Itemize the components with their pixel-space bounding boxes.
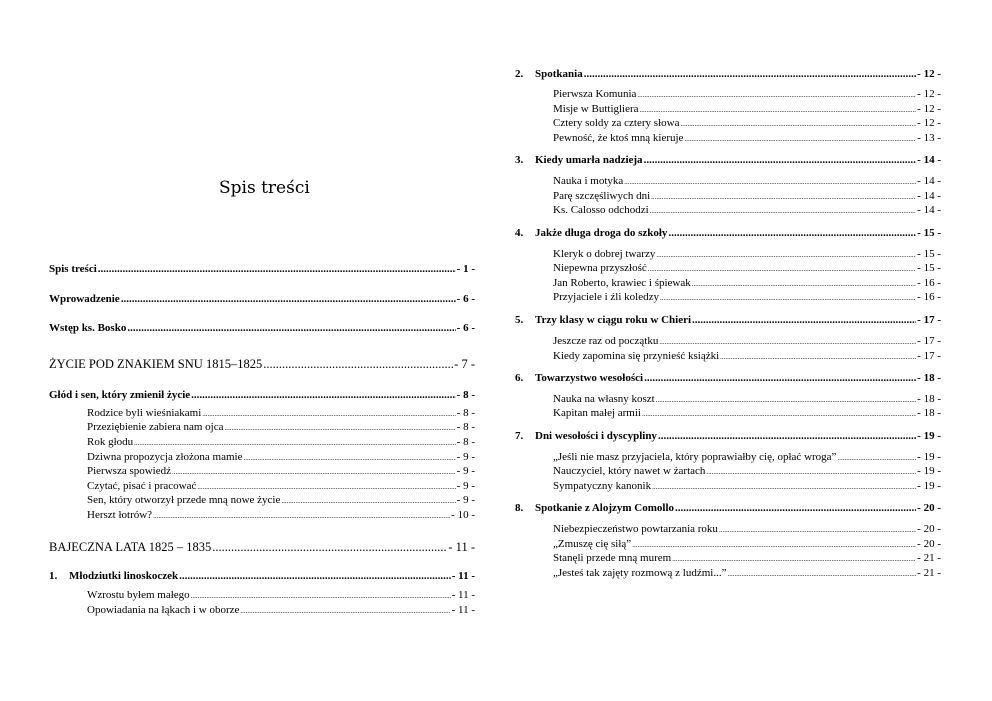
toc-entry-title: Kiedy zapomina się przynieść książki — [553, 350, 720, 362]
toc-page-number: - 12 - — [917, 68, 941, 80]
dot-leader — [121, 293, 456, 305]
dot-leader — [172, 468, 456, 476]
dot-leader — [127, 322, 455, 334]
dot-leader — [637, 91, 916, 99]
toc-page-number: - 19 - — [917, 480, 941, 492]
toc-entry-title: Parę szczęśliwych dni — [553, 190, 651, 202]
dot-leader — [191, 592, 451, 600]
toc-page-number: - 12 - — [917, 117, 941, 129]
toc-subentry[interactable] — [553, 291, 941, 303]
toc-entry-title: BAJECZNA LATA 1825 – 1835 — [49, 540, 212, 554]
toc-entry-title: Spotkanie z Alojzym Comollo — [535, 502, 675, 514]
toc-subentry[interactable] — [553, 175, 941, 187]
toc-subentry[interactable] — [553, 103, 941, 115]
dot-leader — [692, 280, 916, 288]
toc-entry-title: Stanęli przede mną murem — [553, 552, 672, 564]
toc-entry-title: Kapitan małej armii — [553, 407, 641, 419]
toc-entry-title: Jakże długa droga do szkoły — [535, 227, 668, 239]
toc-page-number: - 20 - — [917, 538, 941, 550]
toc-subentry[interactable] — [87, 421, 475, 433]
dot-leader — [263, 357, 453, 372]
toc-entry-title: Rodzice byli wieśniakami — [87, 407, 202, 419]
toc-page-number: - 14 - — [917, 175, 941, 187]
toc-subentry[interactable] — [553, 538, 941, 550]
toc-subentry[interactable] — [553, 335, 941, 347]
toc-page-number: - 14 - — [917, 190, 941, 202]
dot-leader — [652, 483, 916, 491]
dot-leader — [640, 106, 917, 114]
toc-entry-title: Młodziutki linoskoczek — [69, 570, 179, 582]
toc-subentry[interactable] — [553, 132, 941, 144]
dot-leader — [98, 263, 456, 275]
toc-page-number: - 17 - — [917, 335, 941, 347]
toc-page-number: - 14 - — [917, 154, 941, 166]
toc-entry-title: „Jeśli nie masz przyjaciela, który poprawiałby cię, opłać wroga” — [553, 451, 837, 463]
toc-entry-title: „Jesteś tak zajęty rozmową z ludźmi...” — [553, 567, 727, 579]
toc-entry-title: Jan Roberto, krawiec i śpiewak — [553, 277, 691, 289]
toc-entry[interactable] — [515, 314, 941, 326]
toc-entry-title: Misje w Buttigliera — [553, 103, 639, 115]
dot-leader — [153, 512, 450, 520]
toc-entry-title: Niebezpieczeństwo powtarzania roku — [553, 523, 718, 535]
toc-page-number: - 11 - — [451, 604, 475, 616]
toc-entry-title: Pierwsza spowiedź — [87, 465, 172, 477]
dot-leader — [692, 314, 916, 326]
toc-entry-title: Wstęp ks. Bosko — [49, 322, 127, 334]
toc-entry-title: Dni wesołości i dyscypliny — [535, 430, 657, 442]
toc-entry-title: Spotkania — [535, 68, 583, 80]
toc-page-number: - 14 - — [917, 204, 941, 216]
toc-entry-title: Przyjaciele i źli koledzy — [553, 291, 659, 303]
toc-subentry[interactable] — [553, 451, 941, 463]
dot-leader — [837, 454, 916, 462]
toc-page-number: - 21 - — [917, 567, 941, 579]
toc-entry[interactable] — [515, 372, 941, 384]
toc-page-number: - 11 - — [451, 589, 475, 601]
toc-subentry[interactable] — [553, 465, 941, 477]
toc-page-number: - 9 - — [456, 465, 475, 477]
toc-entry[interactable] — [515, 227, 941, 239]
toc-chapter-number: 4. — [515, 227, 524, 239]
toc-page-number: - 17 - — [917, 314, 941, 326]
toc-page-number: - 18 - — [917, 393, 941, 405]
toc-page-number: - 12 - — [917, 88, 941, 100]
toc-subentry[interactable] — [87, 451, 475, 463]
toc-subentry[interactable] — [553, 277, 941, 289]
toc-page-number: - 8 - — [456, 407, 475, 419]
toc-chapter-number: 1. — [49, 570, 58, 582]
toc-entry-title: Jeszcze raz od początku — [553, 335, 659, 347]
toc-page-number: - 18 - — [917, 372, 941, 384]
toc-page-number: - 8 - — [456, 389, 475, 401]
toc-entry-title: Sen, który otworzył przede mną nowe życie — [87, 494, 281, 506]
page-title: Spis treści — [219, 178, 310, 198]
toc-entry-title: Spis treści — [49, 263, 97, 275]
dot-leader — [668, 227, 916, 239]
toc-chapter-number: 8. — [515, 502, 524, 514]
dot-leader — [642, 410, 916, 418]
dot-leader — [197, 483, 455, 491]
toc-entry-title: Trzy klasy w ciągu roku w Chieri — [535, 314, 692, 326]
toc-entry-title: Nauczyciel, który nawet w żartach — [553, 465, 706, 477]
toc-subentry[interactable] — [553, 552, 941, 564]
toc-page-number: - 10 - — [451, 509, 475, 521]
toc-subentry[interactable] — [87, 589, 475, 601]
toc-chapter-number: 7. — [515, 430, 524, 442]
toc-subentry[interactable] — [87, 407, 475, 419]
toc-page-number: - 8 - — [456, 436, 475, 448]
toc-chapter-number: 3. — [515, 154, 524, 166]
toc-entry-title: Przeziębienie zabiera nam ojca — [87, 421, 224, 433]
toc-page-number: - 8 - — [456, 421, 475, 433]
toc-entry-title: Wprowadzenie — [49, 293, 120, 305]
toc-page-number: - 15 - — [917, 248, 941, 260]
toc-page-number: - 12 - — [917, 103, 941, 115]
toc-subentry[interactable] — [553, 248, 941, 260]
toc-subentry[interactable] — [553, 480, 941, 492]
toc-subentry[interactable] — [553, 204, 941, 216]
toc-page-number: - 7 - — [454, 357, 475, 371]
toc-page-number: - 6 - — [456, 322, 475, 334]
toc-entry-title: Pewność, że ktoś mną kieruje — [553, 132, 684, 144]
toc-page-number: - 15 - — [917, 262, 941, 274]
toc-entry[interactable] — [515, 68, 941, 80]
dot-leader — [658, 430, 916, 442]
toc-entry[interactable] — [515, 154, 941, 166]
dot-leader — [644, 154, 917, 166]
toc-page-number: - 11 - — [451, 570, 475, 582]
toc-subentry[interactable] — [87, 494, 475, 506]
toc-page-number: - 16 - — [917, 291, 941, 303]
toc-page-number: - 13 - — [917, 132, 941, 144]
toc-entry[interactable] — [49, 293, 475, 305]
toc-entry-title: ŻYCIE POD ZNAKIEM SNU 1815–1825 — [49, 357, 263, 371]
dot-leader — [644, 372, 916, 384]
toc-entry-title: Herszt łotrów? — [87, 509, 153, 521]
dot-leader — [651, 193, 916, 201]
dot-leader — [584, 68, 916, 80]
toc-entry-title: Wzrostu byłem małego — [87, 589, 190, 601]
toc-chapter-number: 5. — [515, 314, 524, 326]
toc-entry-title: Nauka i motyka — [553, 175, 624, 187]
toc-entry[interactable] — [515, 430, 941, 442]
toc-subentry[interactable] — [553, 407, 941, 419]
dot-leader — [650, 207, 917, 215]
dot-leader — [660, 294, 916, 302]
toc-entry-title: Ks. Calosso odchodzi — [553, 204, 649, 216]
toc-subentry[interactable] — [87, 604, 475, 616]
toc-subentry[interactable] — [87, 480, 475, 492]
toc-entry-title: Dziwna propozycja złożona mamie — [87, 451, 243, 463]
toc-subentry[interactable] — [87, 465, 475, 477]
dot-leader — [675, 502, 916, 514]
toc-subentry[interactable] — [87, 436, 475, 448]
toc-subentry[interactable] — [553, 262, 941, 274]
toc-entry-title: Cztery soldy za cztery słowa — [553, 117, 680, 129]
dot-leader — [243, 454, 455, 462]
dot-leader — [680, 120, 916, 128]
dot-leader — [720, 353, 916, 361]
toc-entry[interactable] — [49, 570, 475, 582]
toc-page-number: - 9 - — [456, 480, 475, 492]
toc-page-number: - 15 - — [917, 227, 941, 239]
toc-page-number: - 18 - — [917, 407, 941, 419]
toc-entry-title: Opowiadania na łąkach i w oborze — [87, 604, 240, 616]
toc-chapter-number: 6. — [515, 372, 524, 384]
toc-entry[interactable] — [49, 389, 475, 401]
dot-leader — [191, 389, 456, 401]
toc-page-number: - 9 - — [456, 494, 475, 506]
dot-leader — [728, 570, 917, 578]
toc-page-number: - 6 - — [456, 293, 475, 305]
toc-subentry[interactable] — [553, 567, 941, 579]
toc-page-number: - 21 - — [917, 552, 941, 564]
toc-entry-title: Kleryk o dobrej twarzy — [553, 248, 656, 260]
toc-entry-title: Towarzystwo wesołości — [535, 372, 644, 384]
toc-page-number: - 1 - — [456, 263, 475, 275]
dot-leader — [624, 178, 916, 186]
toc-page-number: - 11 - — [448, 540, 475, 554]
dot-leader — [659, 338, 916, 346]
dot-leader — [225, 424, 456, 432]
toc-page-number: - 9 - — [456, 451, 475, 463]
dot-leader — [134, 439, 456, 447]
toc-subentry[interactable] — [87, 509, 475, 521]
toc-subentry[interactable] — [553, 350, 941, 362]
dot-leader — [706, 468, 916, 476]
dot-leader — [212, 540, 447, 555]
toc-page-number: - 20 - — [917, 523, 941, 535]
toc-subentry[interactable] — [553, 117, 941, 129]
toc-page-number: - 19 - — [917, 451, 941, 463]
dot-leader — [684, 135, 916, 143]
dot-leader — [648, 265, 916, 273]
toc-entry-title: Czytać, pisać i pracować — [87, 480, 197, 492]
dot-leader — [240, 607, 450, 615]
toc-entry-title: Niepewna przyszłość — [553, 262, 647, 274]
toc-part-heading[interactable] — [49, 357, 475, 372]
toc-entry-title: Głód i sen, który zmienił życie — [49, 389, 191, 401]
toc-subentry[interactable] — [553, 88, 941, 100]
toc-entry[interactable] — [49, 322, 475, 334]
toc-page-number: - 20 - — [917, 502, 941, 514]
toc-entry-title: Rok głodu — [87, 436, 134, 448]
dot-leader — [719, 526, 916, 534]
toc-page-number: - 19 - — [917, 430, 941, 442]
toc-entry-title: Pierwsza Komunia — [553, 88, 637, 100]
toc-subentry[interactable] — [553, 523, 941, 535]
toc-page-number: - 16 - — [917, 277, 941, 289]
toc-subentry[interactable] — [553, 393, 941, 405]
toc-chapter-number: 2. — [515, 68, 524, 80]
toc-subentry[interactable] — [553, 190, 941, 202]
toc-entry-title: „Zmuszę cię siłą” — [553, 538, 632, 550]
dot-leader — [672, 555, 916, 563]
dot-leader — [202, 410, 455, 418]
dot-leader — [656, 396, 916, 404]
dot-leader — [656, 251, 916, 259]
dot-leader — [281, 497, 455, 505]
toc-page-number: - 17 - — [917, 350, 941, 362]
toc-entry-title: Nauka na własny koszt — [553, 393, 655, 405]
toc-entry[interactable] — [515, 502, 941, 514]
toc-page-number: - 19 - — [917, 465, 941, 477]
dot-leader — [632, 541, 916, 549]
toc-part-heading[interactable] — [49, 540, 475, 555]
toc-entry-title: Sympatyczny kanonik — [553, 480, 652, 492]
toc-entry[interactable] — [49, 263, 475, 275]
dot-leader — [179, 570, 451, 582]
toc-entry-title: Kiedy umarła nadzieja — [535, 154, 643, 166]
